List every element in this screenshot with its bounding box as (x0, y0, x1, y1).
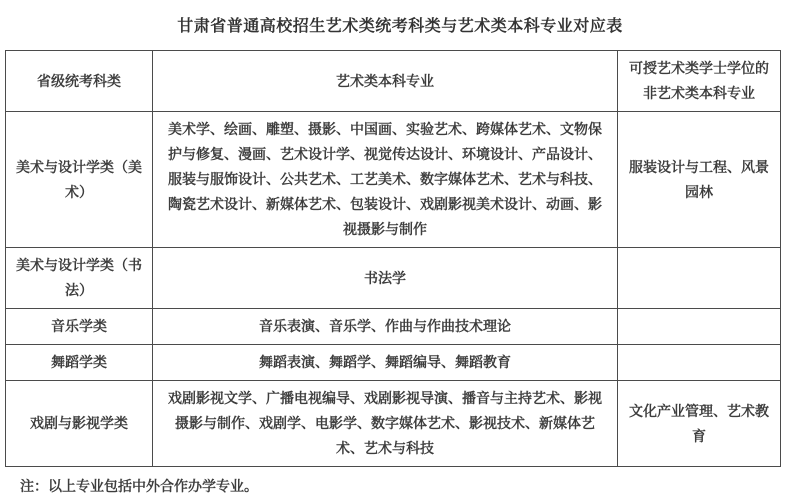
majors-mapping-table (5, 50, 781, 467)
table-row (6, 112, 781, 248)
cell-art-majors: 舞蹈表演、舞蹈学、舞蹈编导、舞蹈教育 (153, 345, 618, 381)
header-art-majors: 艺术类本科专业 (153, 51, 618, 112)
header-row (6, 51, 781, 112)
cell-non-art-majors: 文化产业管理、艺术教育 (618, 381, 781, 467)
cell-category: 戏剧与影视学类 (6, 381, 153, 467)
table-row (6, 248, 781, 309)
page-title: 甘肃省普通高校招生艺术类统考科类与艺术类本科专业对应表 (177, 18, 623, 35)
footnote: 注：以上专业包括中外合作办学专业。 (20, 478, 258, 494)
cell-art-majors: 书法学 (153, 248, 618, 309)
cell-category: 美术与设计学类（书法） (6, 248, 153, 309)
cell-non-art-majors: 服装设计与工程、风景园林 (618, 112, 781, 248)
cell-category: 舞蹈学类 (6, 345, 153, 381)
cell-category: 音乐学类 (6, 309, 153, 345)
table-body (6, 112, 781, 467)
cell-non-art-majors (618, 248, 781, 309)
header-non-art-majors: 可授艺术类学士学位的非艺术类本科专业 (618, 51, 781, 112)
table-row (6, 309, 781, 345)
table-header (6, 51, 781, 112)
cell-art-majors: 美术学、绘画、雕塑、摄影、中国画、实验艺术、跨媒体艺术、文物保护与修复、漫画、艺术设计学、视觉传达设计、环境设计、产品设计、服装与服饰设计、公共艺术、工艺美术、数字媒体艺术、艺术与科技、陶瓷艺术设计、新媒体艺术、包装设计、戏剧影视美术设计、动画、影视摄影与制作 (153, 112, 618, 248)
table-row (6, 381, 781, 467)
cell-non-art-majors (618, 345, 781, 381)
cell-non-art-majors (618, 309, 781, 345)
header-category: 省级统考科类 (6, 51, 153, 112)
table-row (6, 345, 781, 381)
cell-category: 美术与设计学类（美术） (6, 112, 153, 248)
cell-art-majors: 戏剧影视文学、广播电视编导、戏剧影视导演、播音与主持艺术、影视摄影与制作、戏剧学、电影学、数字媒体艺术、影视技术、新媒体艺术、艺术与科技 (153, 381, 618, 467)
cell-art-majors: 音乐表演、音乐学、作曲与作曲技术理论 (153, 309, 618, 345)
